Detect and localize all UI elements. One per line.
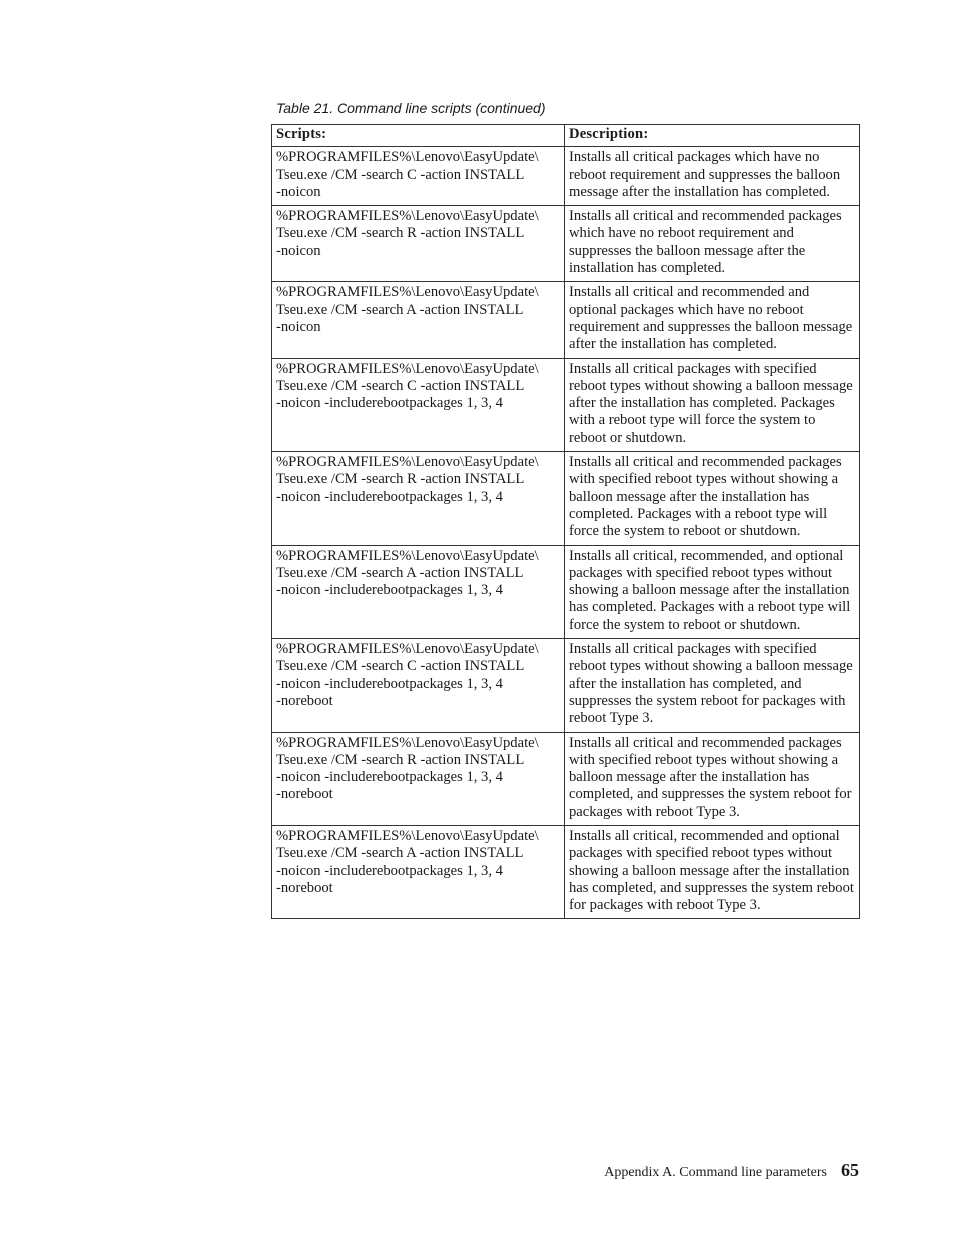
script-line: Tseu.exe /CM -search R -action INSTALL	[276, 471, 525, 488]
script-line: -noicon	[276, 318, 321, 335]
script-cell	[272, 206, 565, 282]
script-line: Tseu.exe /CM -search R -action INSTALL	[276, 225, 525, 242]
description-cell: Installs all critical, recommended, and optional packages with specified reboot types without showing a balloon message after the installation has completed. Packages with a reboot type will force the system to reboot or shutdown.	[565, 545, 860, 638]
table-row	[272, 282, 860, 358]
description-cell: Installs all critical and recommended packages which have no reboot requirement and suppresses the balloon message after the installation has completed.	[565, 206, 860, 282]
script-cell	[272, 825, 565, 918]
script-cell	[272, 452, 565, 545]
description-cell: Installs all critical and recommended packages with specified reboot types without showing a balloon message after the installation has completed. Packages with a reboot type will force the system to reboot or shutdown.	[565, 452, 860, 545]
script-cell	[272, 282, 565, 358]
script-line: %PROGRAMFILES%\Lenovo\EasyUpdate\	[276, 284, 539, 301]
script-line: Tseu.exe /CM -search A -action INSTALL	[276, 564, 524, 581]
script-line: -noicon -includerebootpackages 1, 3, 4	[276, 675, 503, 692]
table-row	[272, 206, 860, 282]
script-cell	[272, 639, 565, 732]
script-line: %PROGRAMFILES%\Lenovo\EasyUpdate\	[276, 454, 539, 471]
script-line: %PROGRAMFILES%\Lenovo\EasyUpdate\	[276, 827, 539, 844]
table-caption: Table 21. Command line scripts (continued)	[276, 100, 546, 116]
table-body	[272, 147, 860, 919]
script-line: -noreboot	[276, 692, 333, 709]
script-line: Tseu.exe /CM -search C -action INSTALL	[276, 377, 525, 394]
script-line: -noicon -includerebootpackages 1, 3, 4	[276, 769, 503, 786]
script-line: Tseu.exe /CM -search C -action INSTALL	[276, 166, 525, 183]
table-row	[272, 639, 860, 732]
script-line: Tseu.exe /CM -search A -action INSTALL	[276, 845, 524, 862]
script-cell	[272, 732, 565, 825]
script-line: -noreboot	[276, 786, 333, 803]
script-cell	[272, 358, 565, 451]
script-line: %PROGRAMFILES%\Lenovo\EasyUpdate\	[276, 208, 539, 225]
script-line: Tseu.exe /CM -search R -action INSTALL	[276, 751, 525, 768]
page-footer	[604, 1160, 859, 1181]
script-line: %PROGRAMFILES%\Lenovo\EasyUpdate\	[276, 149, 539, 166]
page-number: 65	[841, 1160, 859, 1180]
description-column-header: Description:	[565, 125, 860, 147]
script-line: -noicon -includerebootpackages 1, 3, 4	[276, 395, 503, 412]
table-row	[272, 732, 860, 825]
script-line: %PROGRAMFILES%\Lenovo\EasyUpdate\	[276, 641, 539, 658]
table-header-row	[272, 125, 860, 147]
table-row	[272, 825, 860, 918]
script-line: -noicon -includerebootpackages 1, 3, 4	[276, 488, 503, 505]
script-line: -noreboot	[276, 879, 333, 896]
command-line-scripts-table	[271, 124, 860, 919]
script-line: -noicon -includerebootpackages 1, 3, 4	[276, 862, 503, 879]
script-line: -noicon	[276, 183, 321, 200]
script-line: Tseu.exe /CM -search C -action INSTALL	[276, 658, 525, 675]
table-row	[272, 358, 860, 451]
description-cell: Installs all critical packages which have no reboot requirement and suppresses the balloon message after the installation has completed.	[565, 147, 860, 206]
description-cell: Installs all critical and recommended packages with specified reboot types without showing a balloon message after the installation has completed, and suppresses the system reboot for packages with reboot Type 3.	[565, 732, 860, 825]
description-cell: Installs all critical packages with specified reboot types without showing a balloon message after the installation has completed, and suppresses the system reboot for packages with reboot Type 3.	[565, 639, 860, 732]
script-line: Tseu.exe /CM -search A -action INSTALL	[276, 301, 524, 318]
table-row	[272, 452, 860, 545]
description-cell: Installs all critical and recommended and optional packages which have no reboot requirement and suppresses the balloon message after the installation has completed.	[565, 282, 860, 358]
script-line: %PROGRAMFILES%\Lenovo\EasyUpdate\	[276, 360, 539, 377]
script-line: %PROGRAMFILES%\Lenovo\EasyUpdate\	[276, 734, 539, 751]
footer-section-title: Appendix A. Command line parameters	[604, 1165, 827, 1180]
script-line: -noicon	[276, 242, 321, 259]
script-line: %PROGRAMFILES%\Lenovo\EasyUpdate\	[276, 547, 539, 564]
table-row	[272, 545, 860, 638]
description-cell: Installs all critical packages with specified reboot types without showing a balloon message after the installation has completed. Packages with a reboot type will force the system to reboot or shutdown.	[565, 358, 860, 451]
scripts-column-header: Scripts:	[272, 125, 565, 147]
description-cell: Installs all critical, recommended and optional packages with specified reboot types without showing a balloon message after the installation has completed, and suppresses the system reboot for packages with reboot Type 3.	[565, 825, 860, 918]
script-cell	[272, 147, 565, 206]
script-line: -noicon -includerebootpackages 1, 3, 4	[276, 582, 503, 599]
table-row	[272, 147, 860, 206]
script-cell	[272, 545, 565, 638]
